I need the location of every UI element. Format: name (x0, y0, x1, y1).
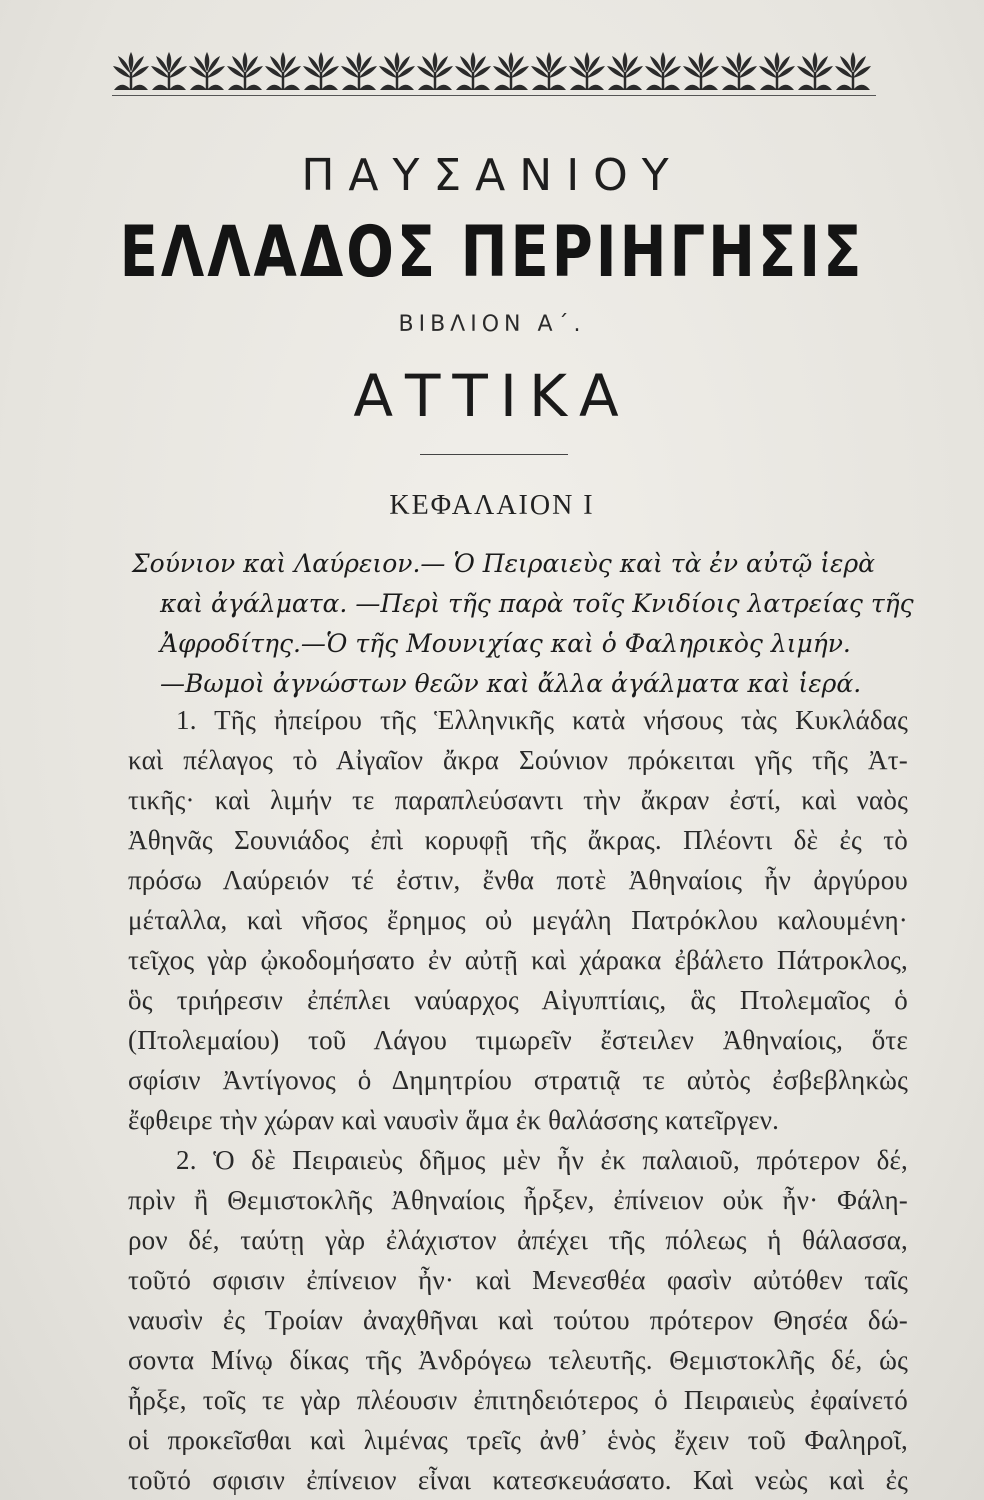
text-line: (Πτολεμαίου) τοῦ Λάγου τιμωρεῖν ἔστειλεν Ἀθηναίοις, ὅτε (128, 1025, 908, 1055)
text-line: πρὶν ἢ Θεμιστοκλῆς Ἀθηναίοις ἦρξεν, ἐπίνειον οὐκ ἦν· Φάλη- (128, 1185, 908, 1215)
chapter-summary (132, 544, 912, 704)
text-line: ναυσὶν ἐς Τροίαν ἀναχθῆναι καὶ τούτου πρότερον Θησέα δώ- (128, 1305, 908, 1335)
text-line: σοντα Μίνῳ δίκας τῆς Ἀνδρόγεω τελευτῆς. Θεμιστοκλῆς δέ, ὡς (128, 1345, 908, 1375)
ornament-rule (112, 95, 876, 96)
text-line: μέταλλα, καὶ νῆσος ἔρημος οὐ μεγάλη Πατρόκλου καλουμένη· (128, 905, 908, 935)
chapter-heading: ΚΕΦΑΛΑΙΟΝ Ι (389, 490, 595, 521)
text-line: πρόσω Λαύρειόν τέ ἐστιν, ἔνθα ποτὲ Ἀθηναίοις ἦν ἀργύρου (128, 865, 908, 895)
book-number: ΒΙΒΛΙΟΝ Α΄. (398, 312, 586, 337)
summary-line: Ἀφροδίτης.—Ὁ τῆς Μουνιχίας καὶ ὁ Φαληρικὸς λιμήν. (160, 629, 851, 658)
text-line: τοῦτό σφισιν ἐπίνειον ἦν· καὶ Μενεσθέα φασὶν αὐτόθεν ταῖς (128, 1265, 908, 1295)
text-line: οἱ προκεῖσθαι καὶ λιμένας τρεῖς ἀνθ᾿ ἑνὸς ἔχειν τοῦ Φαληροῖ, (128, 1425, 908, 1455)
text-line: τικῆς· καὶ λιμήν τε παραπλεύσαντι τὴν ἄκραν ἐστί, καὶ ναὸς (128, 785, 908, 815)
text-line: καὶ πέλαγος τὸ Αἰγαῖον ἄκρα Σούνιον πρόκειται γῆς τῆς Ἀτ- (128, 745, 908, 775)
text-line: ὃς τριήρεσιν ἐπέπλει ναύαρχος Αἰγυπτίαις, ἃς Πτολεμαῖος ὁ (128, 985, 908, 1015)
text-line: Ἀθηνᾶς Σουνιάδος ἐπὶ κορυφῇ τῆς ἄκρας. Πλέοντι δὲ ἐς τὸ (128, 825, 908, 855)
text-line: 1. Τῆς ἠπείρου τῆς Ἑλληνικῆς κατὰ νήσους τὰς Κυκλάδας (176, 705, 908, 735)
summary-line: καὶ ἀγάλματα. —Περὶ τῆς παρὰ τοῖς Κνιδίοις λατρείας τῆς (160, 589, 914, 618)
text-line: ἦρξε, τοῖς τε γὰρ πλέουσιν ἐπιτηδειότερος ὁ Πειραιεὺς ἐφαίνετό (128, 1385, 908, 1415)
work-title: ΕΛΛΑΔΟΣ ΠΕΡΙΗΓΗΣΙΣ (119, 212, 865, 294)
palmette-frieze-icon (112, 48, 876, 92)
text-line: ἔφθειρε τὴν χώραν καὶ ναυσὶν ἅμα ἐκ θαλάσσης κατεῖργεν. (128, 1105, 780, 1135)
summary-line: Σούνιον καὶ Λαύρειον.— Ὁ Πειραιεὺς καὶ τὰ ἐν αὐτῷ ἱερὰ (132, 549, 876, 578)
body-text (128, 700, 908, 1500)
text-line: σφίσιν Ἀντίγονος ὁ Δημητρίου στρατιᾷ τε αὐτὸς ἐσβεβληκὼς (128, 1065, 908, 1095)
text-line: τεῖχος γὰρ ᾠκοδομήσατο ἐν αὐτῇ καὶ χάρακα ἐβάλετο Πάτροκλος, (128, 945, 908, 975)
region-title: ΑΤΤΙΚΑ (353, 362, 631, 430)
text-line: 2. Ὁ δὲ Πειραιεὺς δῆμος μὲν ἦν ἐκ παλαιοῦ, πρότερον δέ, (176, 1145, 908, 1175)
text-line: ρον δέ, ταύτῃ γὰρ ἐλάχιστον ἀπέχει τῆς πόλεως ἡ θάλασσα, (128, 1225, 908, 1255)
title-divider (420, 454, 568, 455)
text-line: τοῦτό σφισιν ἐπίνειον εἶναι κατεσκευάσατο. Καὶ νεὼς καὶ ἐς (128, 1465, 908, 1495)
author-heading: ΠΑΥΣΑΝΙΟΥ (301, 150, 683, 201)
summary-line: —Βωμοὶ ἀγνώστων θεῶν καὶ ἄλλα ἀγάλματα καὶ ἱερά. (160, 669, 862, 698)
